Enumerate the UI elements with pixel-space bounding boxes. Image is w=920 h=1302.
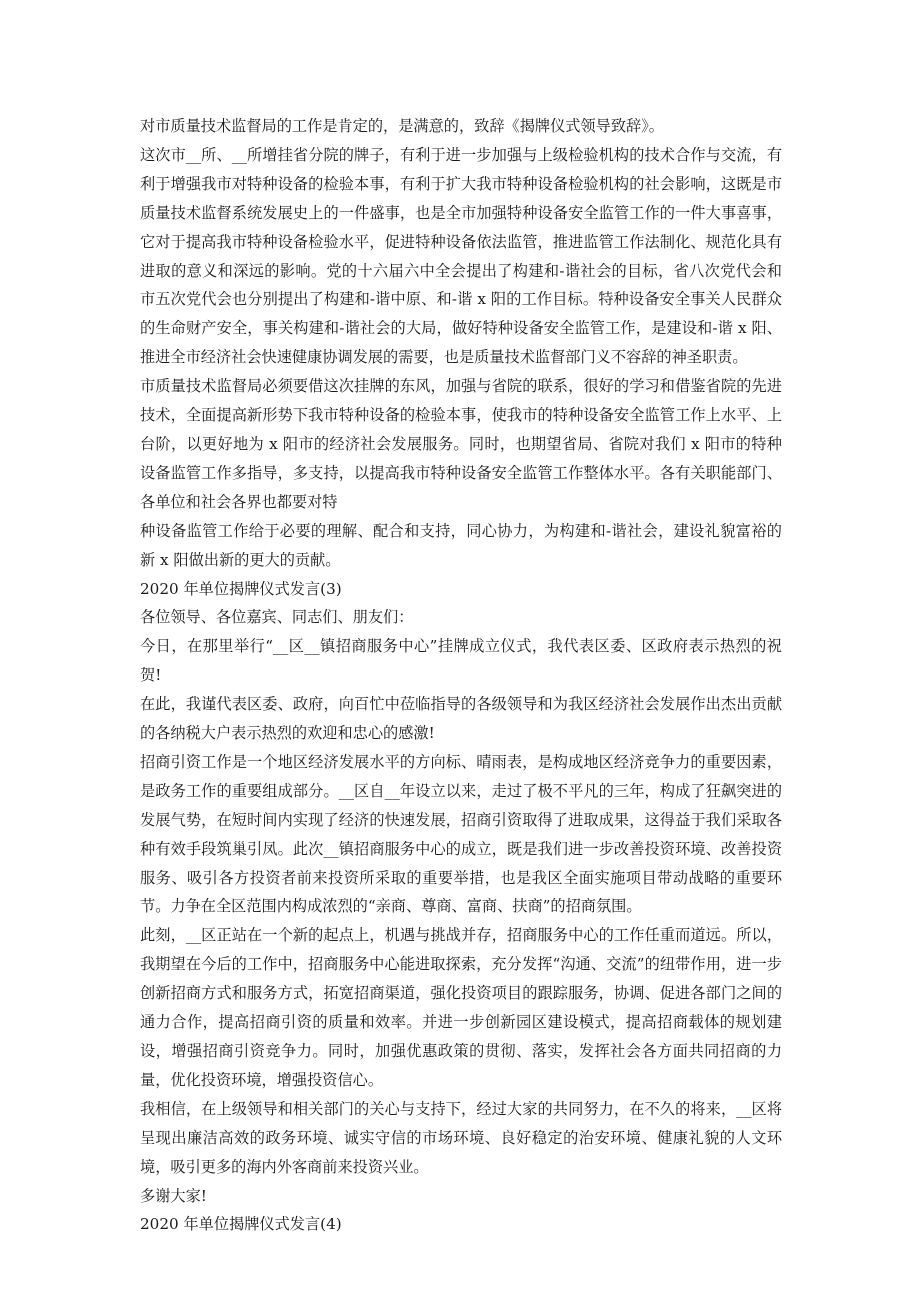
paragraph-congratulations: 今日，在那里举行“__区__镇招商服务中心”挂牌成立仪式，我代表区委、区政府表示热烈的祝贺! [140,637,782,685]
paragraph-investment-importance: 招商引资工作是一个地区经济发展水平的方向标、晴雨表，是构成地区经济竞争力的重要因素，是政务工作的重要组成部分。__区自__年设立以来，走过了极不平凡的三年，构成了狂飙突进的发展气势，在短时间内实现了经济的快速发展，招商引资取得了进取成果，这得益于我们采取各种有效手段筑巢引凤。此次__镇招商服务中心的成立，既是我们进一步改善投资环境、改善投资服务、吸引各方投资者前来投资所采取的重要举措，也是我区全面实施项目带动战略的重要环节。力争在全区范围内构成浓烈的“亲商、尊商、富商、扶商”的招商氛围。 [140,752,782,916]
paragraph-bureau-requirements: 市质量技术监督局必须要借这次挂牌的东风，加强与省院的联系，很好的学习和借鉴省院的先进技术，全面提高新形势下我市特种设备的检验本事，使我市的特种设备安全监管工作上水平、上台阶，以更好地为 x 阳市的经济社会发展服务。同时，也期望省局、省院对我们 x 阳市的特种设备监管工作多指导，多支持，以提高我市特种设备安全监管工作整体水平。各有关职能部门、各单位和社会各界也都要对特 [140,377,782,511]
document-body [140,112,782,1239]
section-heading-4: 2020 年单位揭牌仪式发言(4) [140,1215,342,1234]
paragraph-confidence: 我相信，在上级领导和相关部门的关心与支持下，经过大家的共同努力，在不久的将来，__区将呈现出廉洁高效的政务环境、诚实守信的市场环境、良好稳定的治安环境、健康礼貌的人文环境，吸引更多的海内外客商前来投资兴业。 [140,1099,782,1176]
paragraph-welcome: 在此，我谨代表区委、政府，向百忙中莅临指导的各级领导和为我区经济社会发展作出杰出贡献的各纳税大户表示热烈的欢迎和忠心的感激! [140,695,782,743]
paragraph-support-request: 种设备监管工作给于必要的理解、配合和支持，同心协力，为构建和-谐社会，建设礼貌富裕的新 x 阳做出新的更大的贡献。 [140,521,782,569]
paragraph-new-starting-point: 此刻，__区正站在一个新的起点上，机遇与挑战并存，招商服务中心的工作任重而道远。所以，我期望在今后的工作中，招商服务中心能进取探索，充分发挥“沟通、交流”的纽带作用，进一步创新招商方式和服务方式，拓宽招商渠道，强化投资项目的跟踪服务，协调、促进各部门之间的通力合作，提高招商引资的质量和效率。并进一步创新园区建设模式，提高招商载体的规划建设，增强招商引资竞争力。同时，加强优惠政策的贯彻、落实，发挥社会各方面共同招商的力量，优化投资环境，增强投资信心。 [140,926,782,1089]
paragraph-branch-significance: 这次市__所、__所增挂省分院的牌子，有利于进一步加强与上级检验机构的技术合作与交流，有利于增强我市对特种设备的检验本事，有利于扩大我市特种设备检验机构的社会影响，这既是市质量技术监督系统发展史上的一件盛事，也是全市加强特种设备安全监管工作的一件大事喜事，它对于提高我市特种设备检验水平，促进特种设备依法监管，推进监管工作法制化、规范化具有进取的意义和深远的影响。党的十六届六中全会提出了构建和-谐社会的目标，省八次党代会和市五次党代会也分别提出了构建和-谐中原、和-谐 x 阳的工作目标。特种设备安全事关人民群众的生命财产安全，事关构建和-谐社会的大局，做好特种设备安全监管工作，是建设和-谐 x 阳、推进全市经济社会快速健康协调发展的需要，也是质量技术监督部门义不容辞的神圣职责。 [140,145,782,367]
paragraph-salutation: 各位领导、各位嘉宾、同志们、朋友们： [140,608,414,627]
paragraph-thanks: 多谢大家! [140,1186,207,1205]
paragraph-closing-remark: 对市质量技术监督局的工作是肯定的，是满意的，致辞《揭牌仪式领导致辞》。 [140,117,664,135]
section-heading-3: 2020 年单位揭牌仪式发言(3) [140,579,342,598]
